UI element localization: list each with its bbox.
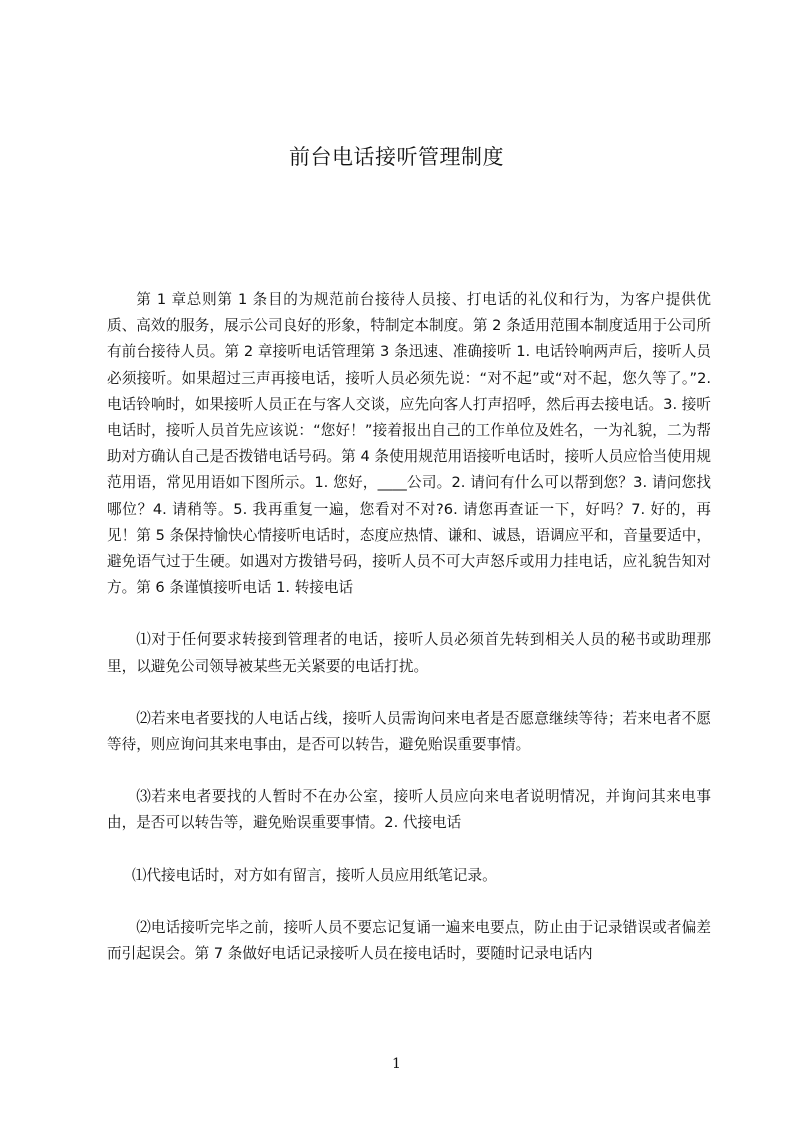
paragraph-take-message: ⑴代接电话时，对方如有留言，接听人员应用纸笔记录。 bbox=[131, 866, 497, 884]
document-body bbox=[107, 287, 711, 967]
paragraph-general-provisions: 第 1 章总则第 1 条目的为规范前台接待人员接、打电话的礼仪和行为，为客户提供优质、高效的服务，展示公司良好的形象，特制定本制度。第 2 条适用范围本制度适用于公司所有前台接待人员。第 2 章接听电话管理第 3 条迅速、准确接听 1. 电话铃响两声后，接听人员必须接听。如果超过三声再接电话，接听人员必须先说：“对不起”或“对不起，您久等了。”2. 电话铃响时，如果接听人员正在与客人交谈，应先向客人打声招呼，然后再去接电话。3. 接听电话时，接听人员首先应该说：“您好！”接着报出自己的工作单位及姓名，一为礼貌，二为帮助对方确认自己是否拨错电话号码。第 4 条使用规范用语接听电话时，接听人员应恰当使用规范用语，常见用语如下图所示。1. 您好，____公司。2. 请问有什么可以帮到您？3. 请问您找哪位？4. 请稍等。5. 我再重复一遍，您看对不对?6. 请您再查证一下，好吗？7. 好的，再见！第 5 条保持愉快心情接听电话时，态度应热情、谦和、诚恳，语调应平和，音量要适中，避免语气过于生硬。如遇对方拨错号码，接听人员不可大声怒斥或用力挂电话，应礼貌告知对方。第 6 条谨慎接听电话 1. 转接电话 bbox=[107, 291, 711, 597]
paragraph-line-busy: ⑵若来电者要找的人电话占线，接听人员需询问来电者是否愿意继续等待；若来电者不愿等待，则应询问其来电事由，是否可以转告，避免贻误重要事情。 bbox=[107, 709, 711, 754]
paragraph-not-in-office: ⑶若来电者要找的人暂时不在办公室，接听人员应向来电者说明情况，并询问其来电事由，是否可以转告等，避免贻误重要事情。2. 代接电话 bbox=[107, 788, 711, 832]
page-number: 1 bbox=[392, 1056, 401, 1072]
paragraph-transfer-manager: ⑴对于任何要求转接到管理者的电话，接听人员必须首先转到相关人员的秘书或助理那里，以避免公司领导被某些无关紧要的电话打扰。 bbox=[107, 631, 711, 675]
paragraph-repeat-points: ⑵电话接听完毕之前，接听人员不要忘记复诵一遍来电要点，防止由于记录错误或者偏差而引起误会。第 7 条做好电话记录接听人员在接电话时，要随时记录电话内 bbox=[107, 918, 711, 963]
document-title: 前台电话接听管理制度 bbox=[289, 145, 504, 169]
